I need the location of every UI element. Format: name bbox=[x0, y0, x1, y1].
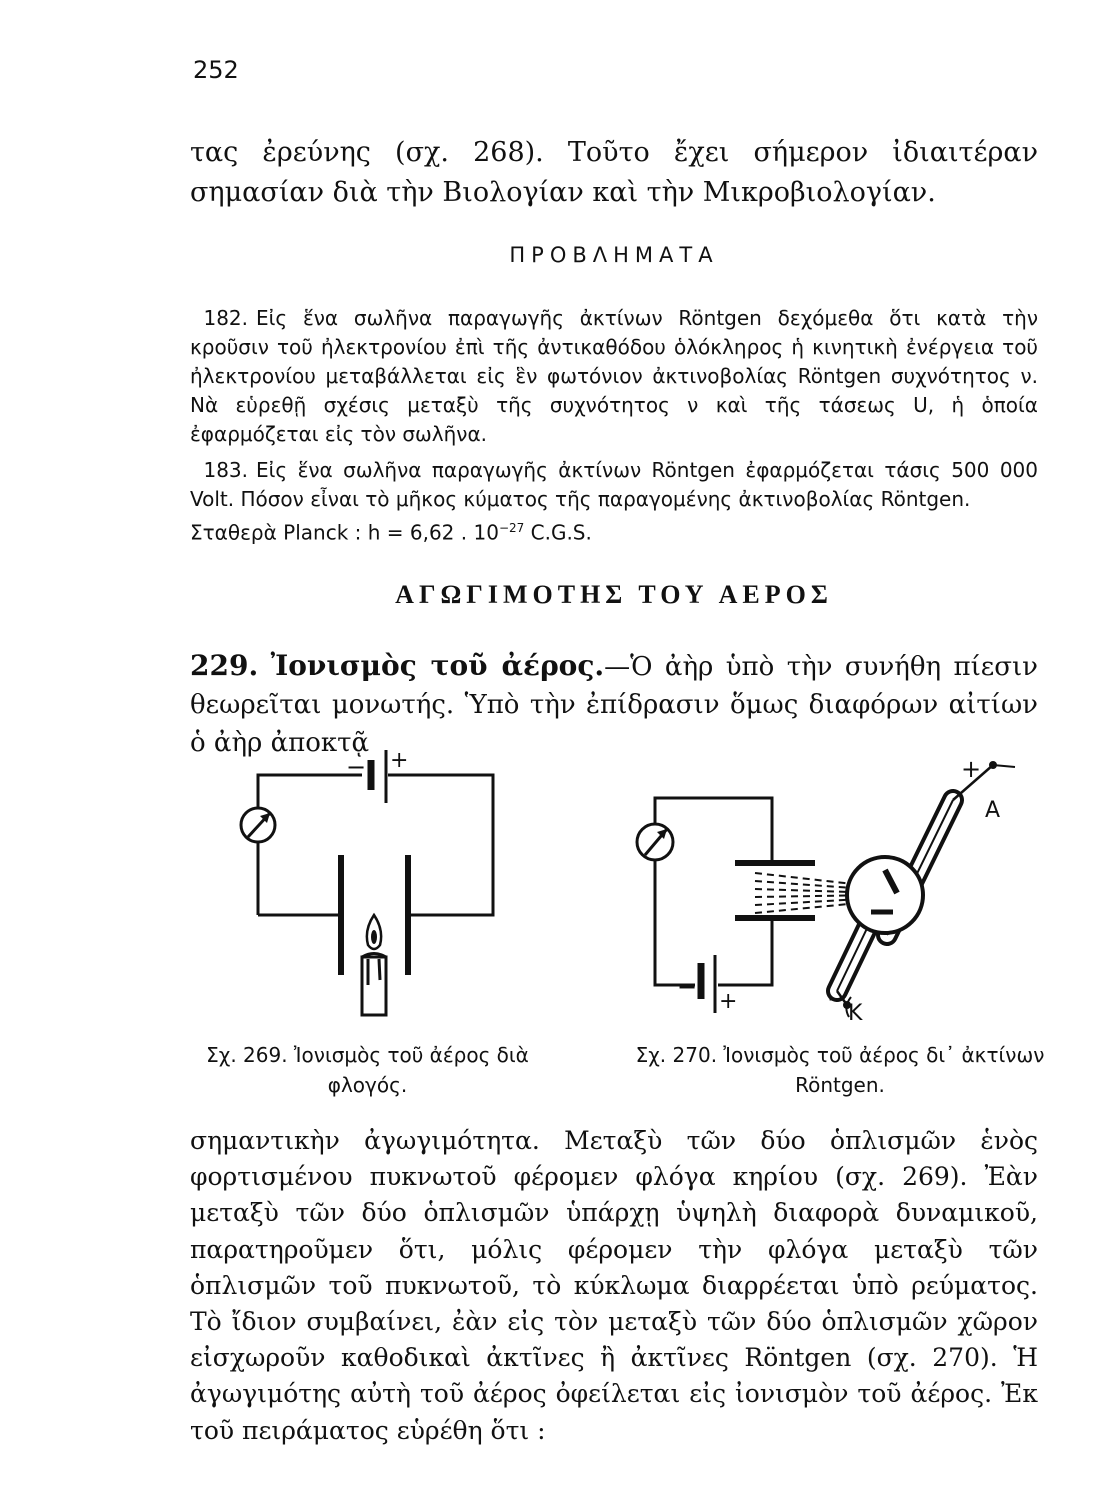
battery-plus-label: + bbox=[390, 748, 409, 773]
left-circuit-wire bbox=[655, 860, 695, 985]
planck-formula: Σταθερὰ Planck : h = 6,62 . 10 bbox=[190, 520, 499, 545]
anode-label: A bbox=[985, 798, 1001, 823]
figure-269-diagram bbox=[238, 745, 518, 1030]
intro-paragraph: τας ἐρεύνης (σχ. 268). Τοῦτο ἔχει σήμερον ἰδιαιτέραν σημασίαν διὰ τὴν Βιολογίαν καὶ τὴν Μικροβιολογίαν. bbox=[190, 137, 1038, 208]
planck-units: C.G.S. bbox=[530, 520, 592, 545]
candle-body bbox=[362, 957, 386, 1015]
section-heading: ΑΓΩΓΙΜΟΤΗΣ ΤΟΥ ΑΕΡΟΣ bbox=[395, 580, 833, 609]
problems-heading: ΠΡΟΒΛΗΜΑΤΑ bbox=[509, 243, 719, 267]
section-229-number: 229. bbox=[190, 649, 259, 682]
planck-constant-line bbox=[190, 514, 1038, 548]
problem-182-number: 182. bbox=[203, 306, 248, 330]
bottom-circuit-wire bbox=[718, 918, 772, 985]
battery-minus-label: − bbox=[346, 753, 367, 781]
section-229-title: Ἰονισμὸς τοῦ ἀέρος. bbox=[270, 649, 605, 682]
tube-plus-label: + bbox=[961, 755, 982, 783]
planck-exponent: −27 bbox=[498, 521, 525, 535]
galvanometer bbox=[241, 808, 275, 842]
battery-minus-label: − bbox=[677, 973, 698, 1001]
main-paragraph: σημαντικὴν ἀγωγιμότητα. Μεταξὺ τῶν δύο ὁπλισμῶν ἑνὸς φορτισμένου πυκνωτοῦ φέρομεν φλόγα κηρίου (σχ. 269). Ἐὰν μεταξὺ τῶν δύο ὁπλισμῶν ὑπάρχῃ ὑψηλὴ διαφορὰ δυναμικοῦ, παρατηροῦμεν ὅτι, μόλις φέρομεν τὴν φλόγα μεταξὺ τῶν ὁπλισμῶν τοῦ πυκνωτοῦ, τὸ κύκλωμα διαρρέεται ὑπὸ ρεύματος. Τὸ ἴδιον συμβαίνει, ἐὰν εἰς τὸν μεταξὺ τῶν δύο ὁπλισμῶν χῶρον εἰσχωροῦν καθοδικαὶ ἀκτῖνες ἢ ἀκτῖνες Röntgen (σχ. 270). Ἡ ἀγωγιμότης αὐτὴ τοῦ ἀέρος ὀφείλεται εἰς ἰονισμὸν τοῦ ἀέρος. Ἐκ τοῦ πειράματος εὑρέθη ὅτι : bbox=[190, 1126, 1038, 1445]
top-circuit-wire bbox=[655, 798, 772, 863]
cathode-label: K bbox=[848, 1001, 863, 1026]
candle-icon bbox=[362, 915, 386, 1015]
tube-bulb bbox=[847, 857, 923, 933]
right-circuit-wire bbox=[388, 775, 493, 915]
problem-182-text: Εἰς ἕνα σωλῆνα παραγωγῆς ἀκτίνων Röntgen δεχόμεθα ὅτι κατὰ τὴν κροῦσιν τοῦ ἠλεκτρονίου ἐπὶ τῆς ἀντικαθόδου ὁλόκληρος ἡ κινητικὴ ἐνέργεια τοῦ ἠλεκτρονίου μεταβάλλεται εἰς ἓν φωτόνιον ἀκτινοβολίας Röntgen συχνότητος ν. Νὰ εὑρεθῇ σχέσις μεταξὺ τῆς συχνότητος ν καὶ τῆς τάσεως U, ἡ ὁποία ἐφαρμόζεται εἰς τὸν σωλῆνα. bbox=[190, 306, 1038, 446]
problem-183-number: 183. bbox=[203, 458, 248, 482]
figure-270-caption: Σχ. 270. Ἰονισμὸς τοῦ ἀέρος δι᾽ ἀκτίνων Röntgen. bbox=[635, 1043, 1045, 1097]
tube-minus-label: − bbox=[827, 985, 848, 1013]
section-229-text: —Ὁ ἀὴρ ὑπὸ τὴν συνήθη πίεσιν θεωρεῖται μονωτής. Ὑπὸ τὴν ἐπίδρασιν ὅμως διαφόρων αἰτίων ὁ ἀὴρ ἀποκτᾷ bbox=[190, 652, 1038, 758]
problem-183 bbox=[190, 456, 1038, 548]
battery-plus-label: + bbox=[719, 989, 738, 1014]
galvanometer bbox=[637, 824, 673, 860]
figure-270-diagram bbox=[615, 755, 1035, 1030]
page-number: 252 bbox=[193, 56, 239, 84]
problem-183-text: Εἰς ἕνα σωλῆνα παραγωγῆς ἀκτίνων Röntgen ἐφαρμόζεται τάσις 500 000 Volt. Πόσον εἶναι τὸ μῆκος κύματος τῆς παραγομένης ἀκτινοβολίας Röntgen. bbox=[190, 458, 1038, 511]
figure-269-caption: Σχ. 269. Ἰονισμὸς τοῦ ἀέρος διὰ φλογός. bbox=[206, 1043, 529, 1097]
left-circuit-wire bbox=[258, 775, 362, 915]
problem-182 bbox=[190, 304, 1038, 449]
